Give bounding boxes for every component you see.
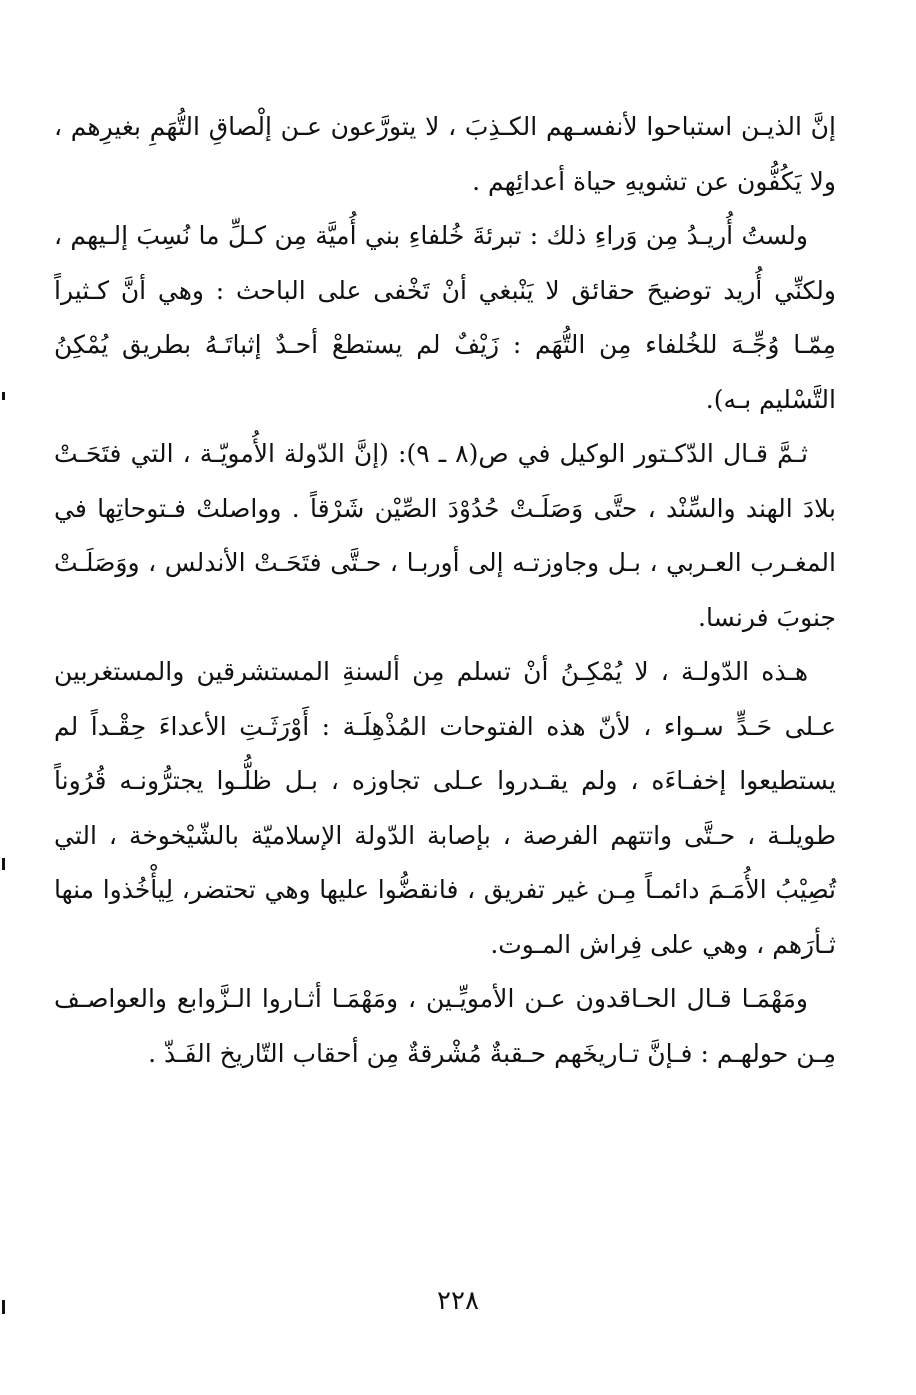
scan-edge-mark [2,392,5,400]
page-number: ٢٢٨ [437,1286,479,1316]
scan-edge-mark [2,858,5,870]
paragraph-4: هـذه الدّولـة ، لا يُمْكِـنُ أنْ تسلم مِن ألسنةِ المستشرقين والمستغربين عـلى حَـدٍّ سـواء ، لأنّ هذه الفتوحات المُذْهِلَـة : أَوْرَثَـتِ الأعداءَ حِقْـداً لم يستطيعوا إخفـاءَه ، ولم يقـدروا عـلى تجاوزه ، بـل ظلُّـوا يجترُّونـه قُرُوناً طويلـة ، حـتَّى واتتهم الفرصة ، بإصابة الدّولة الإسلاميّة بالشّيْخوخة ، التي تُصِيْبُ الأُمَـمَ دائمـاً مِـن غير تفريق ، فانقضُّوا عليها وهي تحتضر، لِيأْخُذوا منها ثـأرَهم ، وهي على فِراش المـوت. [54,657,836,959]
paragraph-3: ثـمَّ قـال الدّكـتور الوكيل في ص(٨ ـ ٩): (إنَّ الدّولة الأُمويّـة ، التي فتَحَـتْ بلادَ الهند والسِّنْد ، حتَّى وَصَلَـتْ حُدُوْدَ الصِّيْن شَرْقاً . وواصلتْ فـتوحاتِها في المغـرب العـربي ، بـل وجاوزتـه إلى أوربـا ، حـتَّى فتَحَـتْ الأندلس ، ووَصَلَـتْ جنوبَ فرنسا. [54,439,836,632]
page-body [54,100,836,1081]
paragraph-2: ولستُ أُريـدُ مِن وَراءِ ذلك : تبرئةَ خُلفاءِ بني أُميَّة مِن كـلِّ ما نُسِبَ إلـيهم ، ولكنِّي أُريد توضيحَ حقائق لا يَنْبغي أنْ تَخْفى على الباحث : وهي أنَّ كـثيراً مِمّـا وُجِّـهَ للخُلفاء مِن التُّهَم : زَيْفٌ لم يستطعْ أحـدٌ إثباتَـهُ بطريق يُمْكِنُ التَّسْليم بـه). [54,221,836,414]
paragraph-5: ومَهْمَـا قـال الحـاقدون عـن الأمويِّـين ، ومَهْمَـا أثـاروا الـزَّوابع والعواصـف مِـن حولهـم : فـإنَّ تـاريخَهم حـقبةٌ مُشْرقةٌ مِن أحقاب التّاريخ الفَـذّ . [54,984,836,1068]
paragraph-1: إنَّ الذيـن استباحوا لأنفسـهم الكـذِبَ ، لا يتورَّعون عـن إلْصاقِ التُّهَمِ بغيرِهم ، ولا يَكُفُّون عن تشويهِ حياة أعدائِهم . [54,112,836,196]
scan-edge-mark [2,1300,5,1314]
